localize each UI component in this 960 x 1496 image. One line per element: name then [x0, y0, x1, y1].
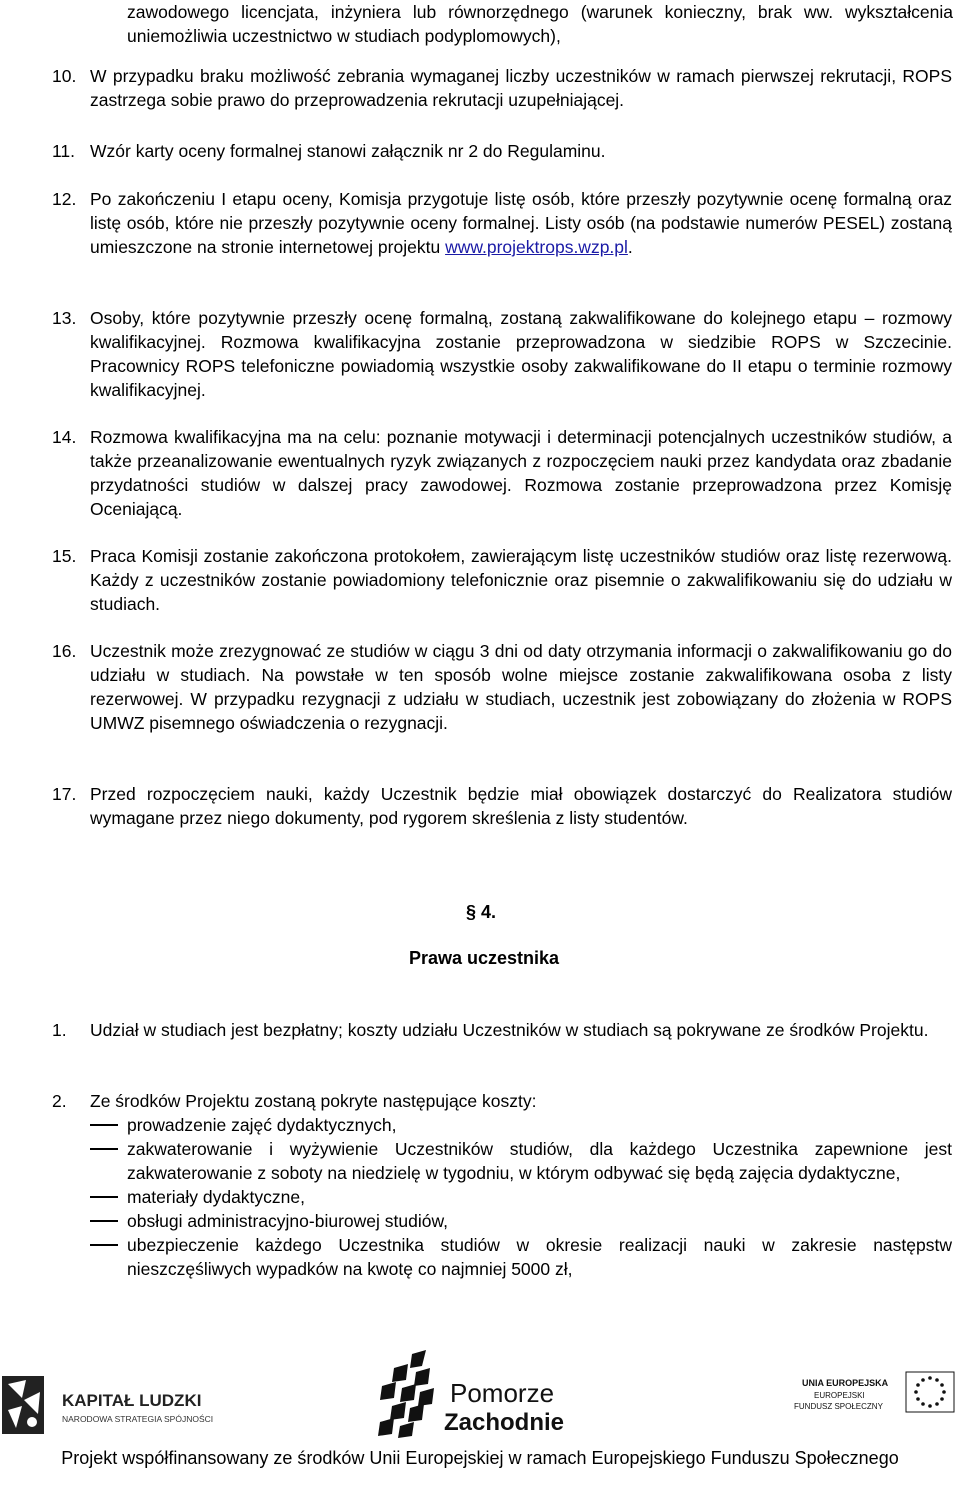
list-item-10 [52, 64, 952, 112]
item-number: 17. [52, 784, 77, 804]
list-item [90, 1113, 952, 1137]
list-item-15 [52, 544, 952, 616]
section-number: § 4. [466, 902, 497, 922]
item-text-end: . [627, 237, 633, 257]
list-item-11 [52, 139, 952, 163]
item-number: 14. [52, 427, 77, 447]
kapital-subtitle: NARODOWA STRATEGIA SPÓJNOŚCI [62, 1414, 214, 1424]
item-text: Uczestnik może zrezygnować ze studiów w ciągu 3 dni od daty otrzymania informacji o zakwalifikowaniu go do udziału w studiach. Na powstałe w ten sposób wolne miejsce zostanie zakwalifikowana osoba z listy rezerwowej. W przypadku rezygnacji z udziału w studiach, uczestnik jest zobowiązany do złożenia w ROPS UMWZ pisemnego oświadczenia o rezygnacji. [90, 641, 952, 733]
list-item-14 [52, 425, 952, 521]
item-text: Wzór karty oceny formalnej stanowi załącznik nr 2 do Regulaminu. [90, 141, 606, 161]
item-number: 1. [52, 1020, 67, 1040]
list-item [90, 1185, 952, 1209]
item-text: Przed rozpoczęciem nauki, każdy Uczestnik będzie miał obowiązek dostarczyć do Realizatora studiów wymagane przez niego dokumenty, pod rygorem skreślenia z listy studentów. [90, 784, 952, 828]
list-item-17 [52, 782, 952, 830]
rights-item-1 [52, 1018, 952, 1042]
section-title: Prawa uczestnika [408, 948, 560, 968]
cost-list [90, 1113, 952, 1281]
item-number: 10. [52, 66, 77, 86]
list-item-12 [52, 187, 952, 259]
list-item-16 [52, 639, 952, 735]
ue-line1: UNIA EUROPEJSKA [802, 1378, 889, 1388]
dash-bullet-icon [90, 1148, 118, 1150]
bullet-text: zakwaterowanie i wyżywienie Uczestników studiów, dla każdego Uczestnika zapewnione jest zakwaterowanie z soboty na niedzielę w tygodniu, w którym odbywać się będą zajęcia dydaktyczne, [127, 1139, 952, 1183]
pomorze-line2: Zachodnie [444, 1409, 565, 1436]
pomorze-emblem-icon [378, 1350, 434, 1438]
ue-line3: FUNDUSZ SPOŁECZNY [794, 1402, 883, 1411]
bullet-text: obsługi administracyjno-biurowej studiów, [127, 1211, 448, 1231]
pomorze-line1: Pomorze [450, 1378, 555, 1408]
item-number: 13. [52, 308, 77, 328]
unia-europejska-logo [770, 1366, 955, 1426]
dash-bullet-icon [90, 1220, 118, 1222]
bullet-text: ubezpieczenie każdego Uczestnika studiów w okresie realizacji nauki w zakresie następstw nieszczęśliwych wypadków na kwotę co najmniej 5000 zł, [127, 1235, 952, 1279]
footer-logos [0, 1338, 960, 1448]
item-number: 15. [52, 546, 77, 566]
item-text: Osoby, które pozytywnie przeszły ocenę formalną, zostaną zakwalifikowane do kolejnego etapu – rozmowy kwalifikacyjnej. Rozmowa kwalifikacyjna zostanie przeprowadzona w siedzibie ROPS w Szczecinie. Pracownicy ROPS telefoniczne powiadomią wszystkie osoby zakwalifikowane do II etapu o terminie rozmowy kwalifikacyjnej. [90, 308, 952, 400]
eu-flag-icon [906, 1372, 954, 1412]
bullet-text: materiały dydaktyczne, [127, 1187, 305, 1207]
kapital-title: KAPITAŁ LUDZKI [62, 1391, 202, 1410]
continuation-text: zawodowego licencjata, inżyniera lub równorzędnego (warunek konieczny, brak ww. wykształcenia uniemożliwia uczestnictwo w studiach podyplomowych), [127, 2, 953, 46]
project-website-link[interactable]: www.projektrops.wzp.pl [445, 237, 628, 257]
item-number: 12. [52, 189, 77, 209]
item-text: Praca Komisji zostanie zakończona protokołem, zawierającym listę uczestników studiów oraz listę rezerwową. Każdy z uczestników zostanie powiadomiony telefonicznie oraz pisemnie o zakwalifikowaniu się do udziału w studiach. [90, 546, 952, 614]
footer-caption: Projekt współfinansowany ze środków Unii Europejskiej w ramach Europejskiego Funduszu Społecznego [61, 1448, 899, 1468]
list-item [90, 1137, 952, 1185]
kapital-ludzki-emblem-icon [2, 1376, 44, 1434]
rights-item-2 [52, 1089, 952, 1113]
kapital-ludzki-logo [2, 1370, 292, 1440]
list-item [90, 1233, 952, 1281]
item-text: Ze środków Projektu zostaną pokryte następujące koszty: [90, 1091, 537, 1111]
dash-bullet-icon [90, 1196, 118, 1198]
dash-bullet-icon [90, 1244, 118, 1246]
dash-bullet-icon [90, 1124, 118, 1126]
item-number: 16. [52, 641, 77, 661]
item-text: Po zakończeniu I etapu oceny, Komisja przygotuje listę osób, które przeszły pozytywnie ocenę formalną oraz listę osób, które nie przeszły pozytywnie oceny formalnej. Listy osób (na podstawie numerów PESEL) zostaną umieszczone na stronie internetowej projektu [90, 189, 952, 257]
ue-line2: EUROPEJSKI [814, 1391, 865, 1400]
bullet-text: prowadzenie zajęć dydaktycznych, [127, 1115, 397, 1135]
item-number: 11. [52, 141, 76, 161]
item-text: W przypadku braku możliwość zebrania wymaganej liczby uczestników w ramach pierwszej rekrutacji, ROPS zastrzega sobie prawo do przeprowadzenia rekrutacji uzupełniającej. [90, 66, 952, 110]
list-item-13 [52, 306, 952, 402]
item-text: Rozmowa kwalifikacyjna ma na celu: poznanie motywacji i determinacji potencjalnych uczestników studiów, a także przeanalizowanie ewentualnych ryzyk związanych z rozpoczęciem nauki przez kandydata oraz zbadanie przydatności studiów w dalszej pracy zawodowej. Rozmowa zostanie przeprowadzona przez Komisję Oceniającą. [90, 427, 952, 519]
pomorze-zachodnie-logo [372, 1346, 582, 1441]
list-item [90, 1209, 952, 1233]
item-number: 2. [52, 1091, 67, 1111]
item-text: Udział w studiach jest bezpłatny; koszty udziału Uczestników w studiach są pokrywane ze środków Projektu. [90, 1020, 929, 1040]
